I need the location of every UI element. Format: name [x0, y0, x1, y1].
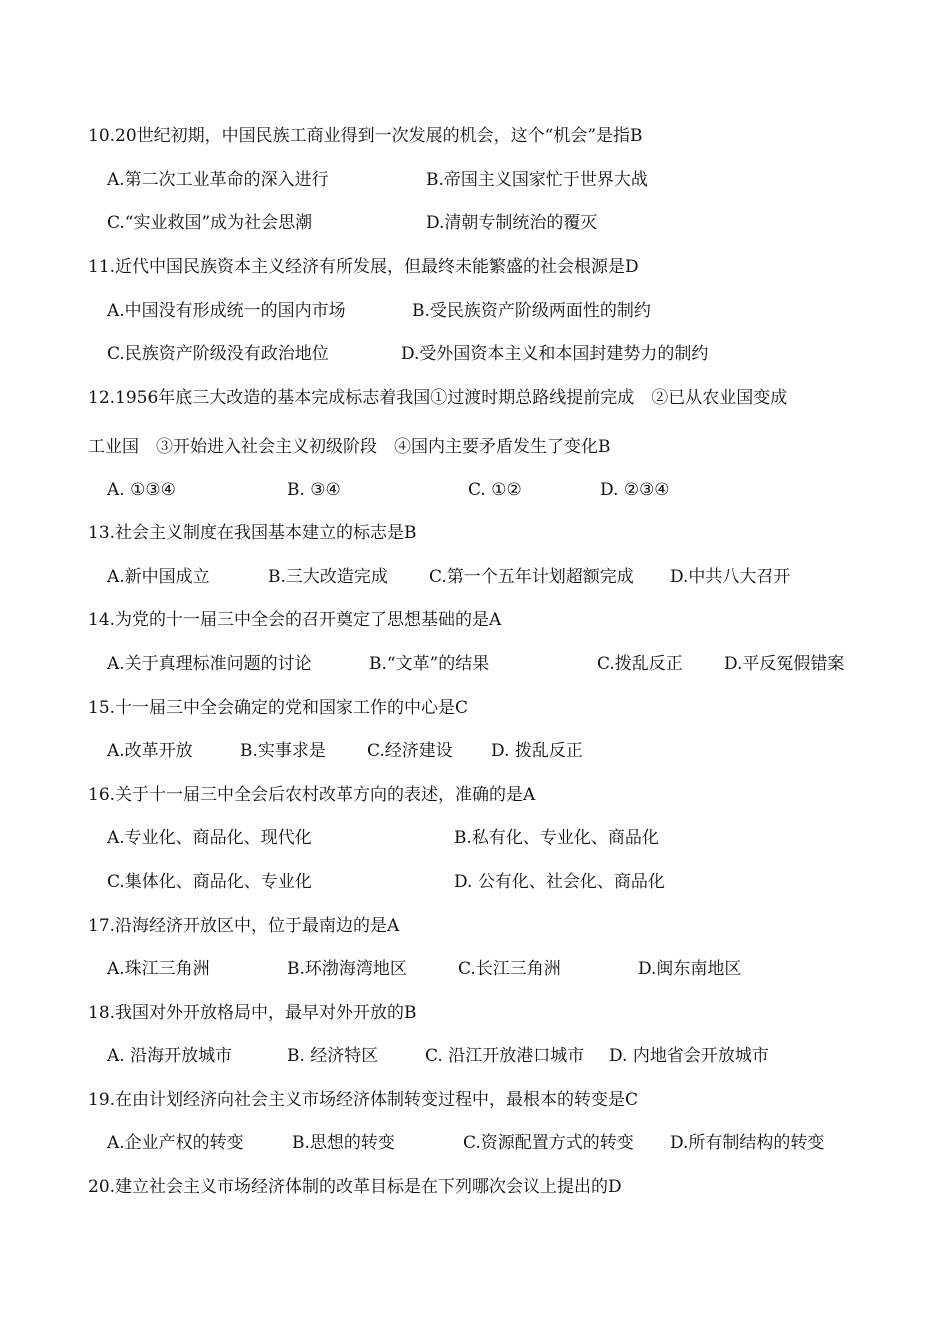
- question-12-stem-continued: 工业国 ③开始进入社会主义初级阶段 ④国内主要矛盾发生了变化B: [88, 437, 611, 457]
- option-d: D. 内地省会开放城市: [609, 1046, 769, 1066]
- question-14-stem: 14.为党的十一届三中全会的召开奠定了思想基础的是A: [88, 610, 502, 630]
- option-d: D.受外国资本主义和本国封建势力的制约: [401, 344, 709, 364]
- option-a: A.专业化、商品化、现代化: [107, 828, 312, 848]
- option-b: B.环渤海湾地区: [287, 959, 407, 979]
- option-c: C.经济建设: [367, 741, 453, 761]
- option-c: C.长江三角洲: [458, 959, 561, 979]
- option-a: A. 沿海开放城市: [107, 1046, 233, 1066]
- option-b: B.三大改造完成: [268, 567, 388, 587]
- option-c: C.拨乱反正: [597, 654, 683, 674]
- option-d: D.平反冤假错案: [724, 654, 845, 674]
- option-b: B.“文革”的结果: [369, 654, 490, 674]
- option-b: B. 经济特区: [287, 1046, 379, 1066]
- option-c: C. ①②: [468, 480, 522, 500]
- option-b: B.私有化、专业化、商品化: [454, 828, 659, 848]
- question-13-options-row-1: [0, 562, 950, 592]
- option-b: B. ③④: [287, 480, 341, 500]
- question-11-stem: 11.近代中国民族资本主义经济有所发展，但最终未能繁盛的社会根源是D: [88, 257, 639, 277]
- option-c: C.民族资产阶级没有政治地位: [107, 344, 329, 364]
- question-18-options-row-1: [0, 1041, 950, 1071]
- option-a: A. ①③④: [107, 480, 176, 500]
- question-12-stem: 12.1956年底三大改造的基本完成标志着我国①过渡时期总路线提前完成 ②已从农业国变成: [88, 388, 788, 408]
- question-11-options-row-2: [0, 339, 950, 369]
- question-16-stem: 16.关于十一届三中全会后农村改革方向的表述，准确的是A: [88, 785, 536, 805]
- option-b: B.实事求是: [240, 741, 326, 761]
- question-10-stem: 10.20世纪初期，中国民族工商业得到一次发展的机会，这个“机会”是指B: [88, 126, 643, 146]
- option-b: B.受民族资产阶级两面性的制约: [412, 301, 651, 321]
- option-a: A.珠江三角洲: [107, 959, 210, 979]
- option-a: A.关于真理标准问题的讨论: [107, 654, 312, 674]
- option-d: D. ②③④: [600, 480, 670, 500]
- option-a: A.改革开放: [107, 741, 193, 761]
- question-13-stem: 13.社会主义制度在我国基本建立的标志是B: [88, 523, 417, 543]
- question-10-options-row-1: [0, 165, 950, 195]
- question-19-stem: 19.在由计划经济向社会主义市场经济体制转变过程中，最根本的转变是C: [88, 1090, 639, 1110]
- question-15-options-row-1: [0, 736, 950, 766]
- question-19-options-row-1: [0, 1128, 950, 1158]
- option-d: D.闽东南地区: [638, 959, 742, 979]
- option-a: A.新中国成立: [107, 567, 210, 587]
- question-15-stem: 15.十一届三中全会确定的党和国家工作的中心是C: [88, 698, 469, 718]
- option-c: C.第一个五年计划超额完成: [429, 567, 634, 587]
- question-16-options-row-1: [0, 823, 950, 853]
- option-b: B.帝国主义国家忙于世界大战: [426, 170, 648, 190]
- option-d: D.清朝专制统治的覆灭: [426, 213, 598, 233]
- option-d: D. 拨乱反正: [491, 741, 583, 761]
- question-12-options-row-1: [0, 475, 950, 505]
- question-17-stem: 17.沿海经济开放区中，位于最南边的是A: [88, 916, 400, 936]
- option-c: C.资源配置方式的转变: [463, 1133, 634, 1153]
- option-d: D.所有制结构的转变: [670, 1133, 825, 1153]
- question-18-stem: 18.我国对外开放格局中，最早对外开放的B: [88, 1003, 417, 1023]
- question-16-options-row-2: [0, 867, 950, 897]
- question-20-stem: 20.建立社会主义市场经济体制的改革目标是在下列哪次会议上提出的D: [88, 1177, 622, 1197]
- option-a: A.企业产权的转变: [107, 1133, 244, 1153]
- question-17-options-row-1: [0, 954, 950, 984]
- option-c: C.集体化、商品化、专业化: [107, 872, 312, 892]
- option-d: D. 公有化、社会化、商品化: [454, 872, 665, 892]
- option-c: C. 沿江开放港口城市: [425, 1046, 585, 1066]
- question-11-options-row-1: [0, 296, 950, 326]
- question-10-options-row-2: [0, 208, 950, 238]
- option-a: A.中国没有形成统一的国内市场: [107, 301, 346, 321]
- option-a: A.第二次工业革命的深入进行: [107, 170, 329, 190]
- question-14-options-row-1: [0, 649, 950, 679]
- option-b: B.思想的转变: [292, 1133, 395, 1153]
- option-c: C.“实业救国”成为社会思潮: [107, 213, 313, 233]
- option-d: D.中共八大召开: [670, 567, 791, 587]
